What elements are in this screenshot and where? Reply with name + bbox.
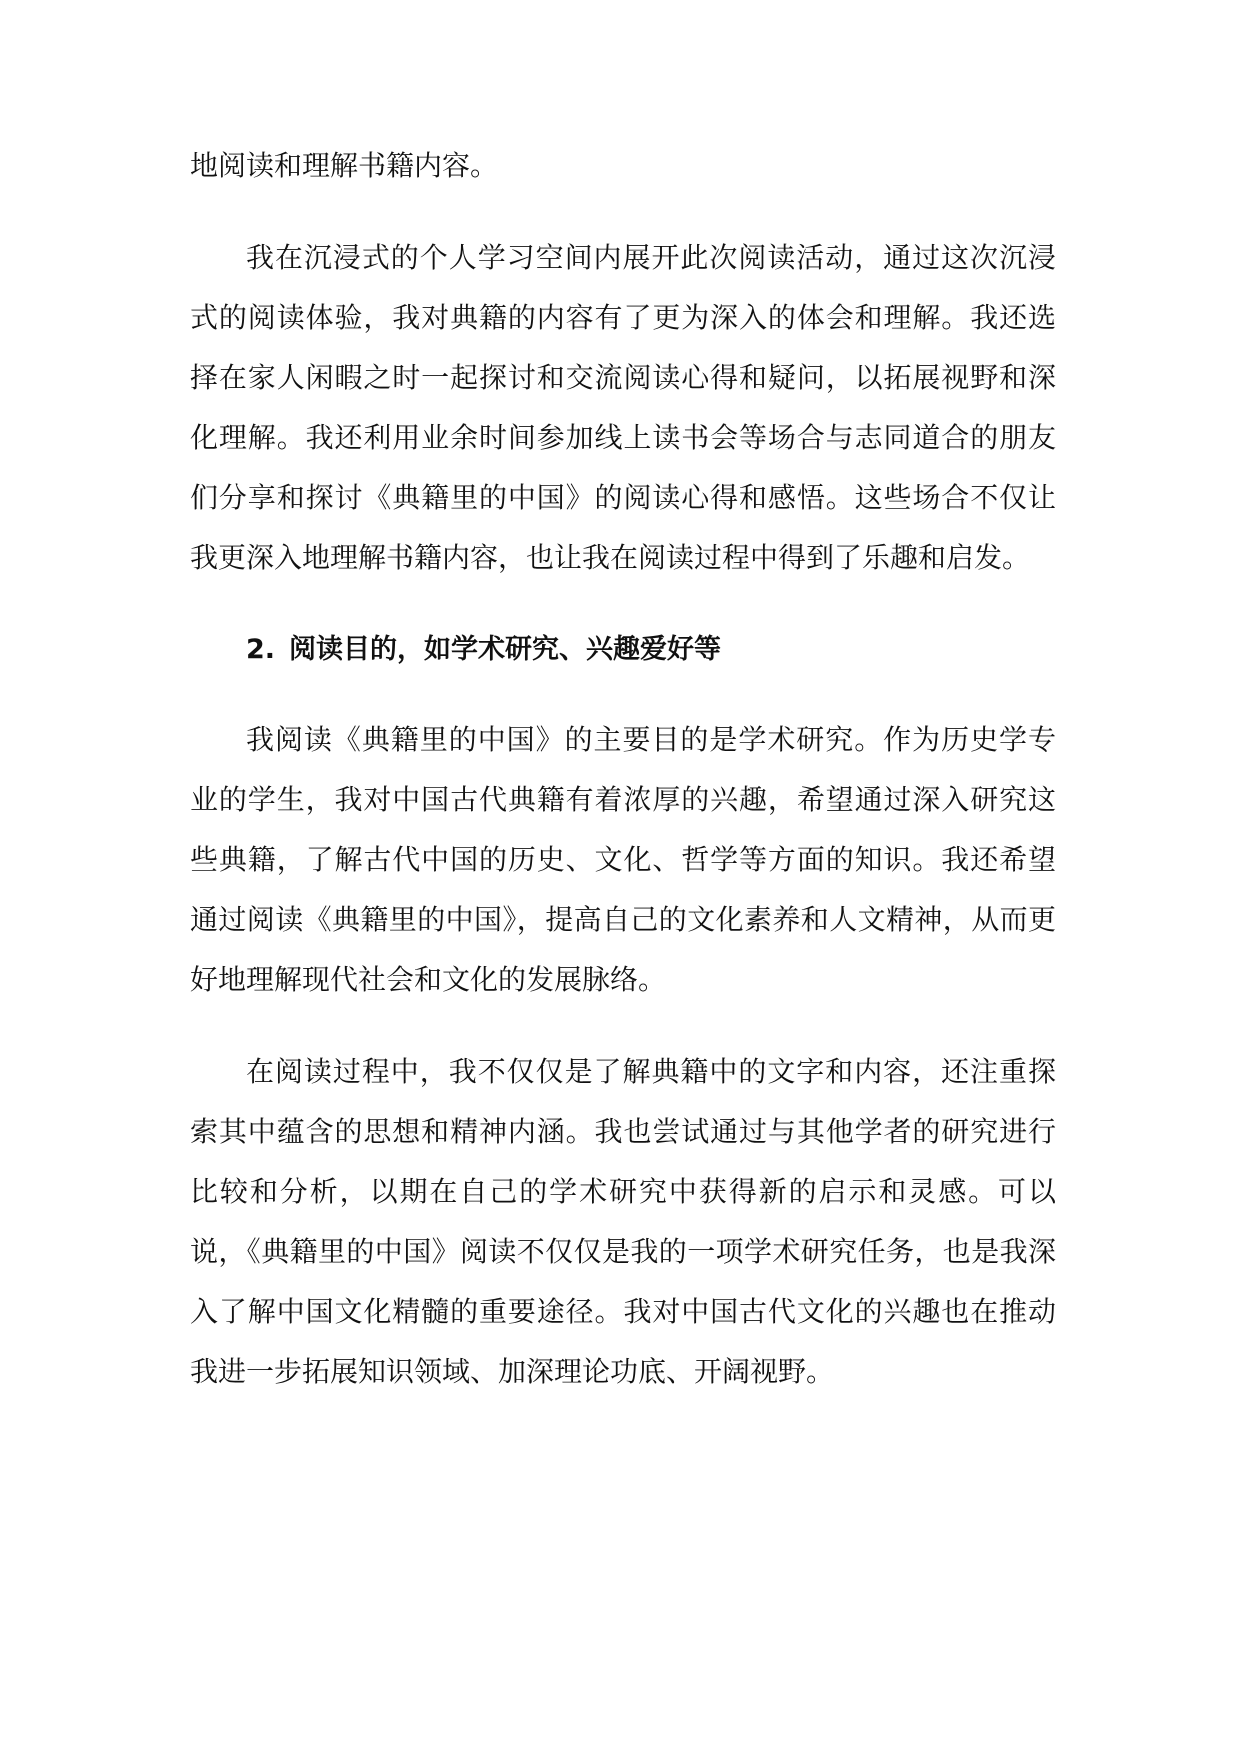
continued-paragraph: 地阅读和理解书籍内容。 — [190, 149, 499, 182]
section-title: 阅读目的，如学术研究、兴趣爱好等 — [289, 634, 722, 665]
reading-environment-paragraph: 我在沉浸式的个人学习空间内展开此次阅读活动，通过这次沉浸式的阅读体验，我对典籍的内容有了更为深入的体会和理解。我还选择在家人闲暇之时一起探讨和交流阅读心得和疑问，以拓展视野和深化理解。我还利用业余时间参加线上读书会等场合与志同道合的朋友们分享和探讨《典籍里的中国》的阅读心得和感悟。这些场合不仅让我更深入地理解书籍内容，也让我在阅读过程中得到了乐趣和启发。 — [190, 241, 1056, 574]
section-heading — [190, 620, 1056, 680]
document-body — [190, 136, 1056, 1434]
reading-process-paragraph: 在阅读过程中，我不仅仅是了解典籍中的文字和内容，还注重探索其中蕴含的思想和精神内涵。我也尝试通过与其他学者的研究进行比较和分析，以期在自己的学术研究中获得新的启示和灵感。可以说，《典籍里的中国》阅读不仅仅是我的一项学术研究任务，也是我深入了解中国文化精髓的重要途径。我对中国古代文化的兴趣也在推动我进一步拓展知识领域、加深理论功底、开阔视野。 — [190, 1055, 1056, 1388]
reading-purpose-paragraph: 我阅读《典籍里的中国》的主要目的是学术研究。作为历史学专业的学生，我对中国古代典籍有着浓厚的兴趣，希望通过深入研究这些典籍，了解古代中国的历史、文化、哲学等方面的知识。我还希望通过阅读《典籍里的中国》，提高自己的文化素养和人文精神，从而更好地理解现代社会和文化的发展脉络。 — [190, 723, 1056, 996]
section-number: 2. — [246, 634, 276, 665]
